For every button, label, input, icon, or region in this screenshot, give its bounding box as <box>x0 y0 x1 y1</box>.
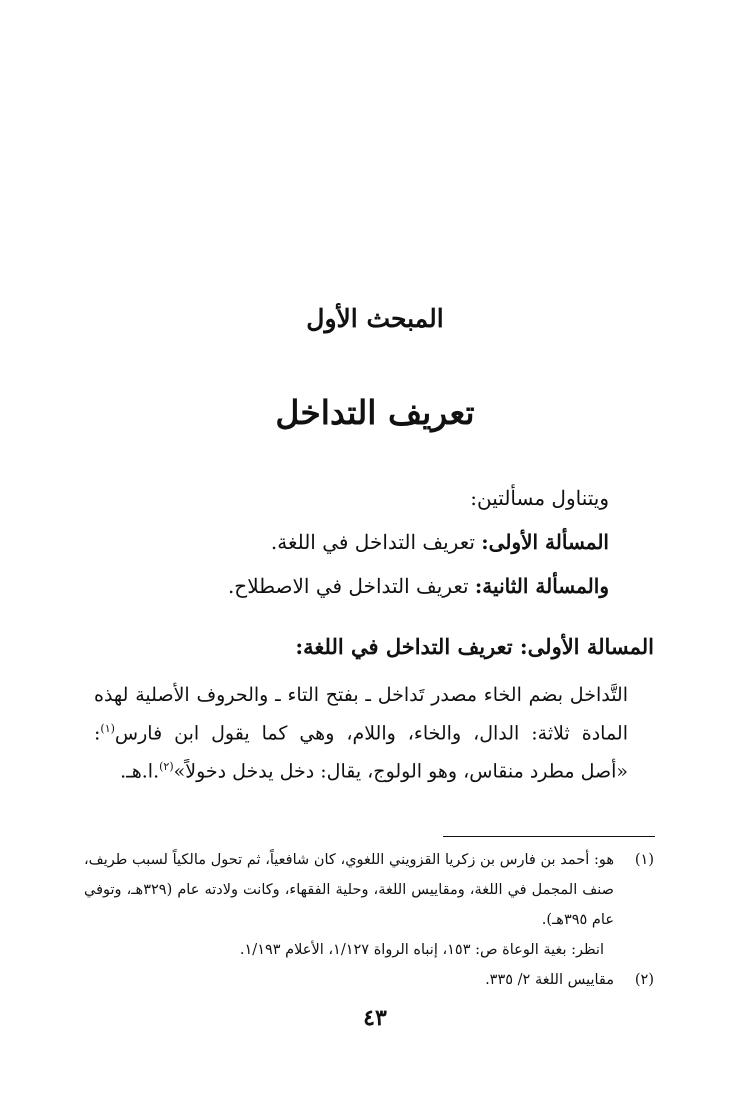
footnote-1-sources: انظر: بغية الوعاة ص: ١٥٣، إنباه الرواة ١/١٢٧، الأعلام ١/١٩٣. <box>239 942 604 958</box>
intro-block <box>109 480 609 612</box>
footnote-ref-2[interactable]: (٢) <box>159 760 174 774</box>
intro-issue-2 <box>109 568 609 612</box>
footnote-2-number: (٢) <box>634 972 654 988</box>
body-part-2: : «أصل مطرد منقاس، وهو الولوج، يقال: دخل يدخل دخولاً» <box>94 722 628 783</box>
body-part-3: .ا.هـ. <box>120 760 160 783</box>
chapter-title: تعريف التداخل <box>275 393 475 432</box>
issue-2-label: والمسألة الثانية: <box>474 574 609 598</box>
issue-1-label: المسألة الأولى: <box>481 530 609 554</box>
intro-lead: ويتناول مسألتين: <box>470 486 609 510</box>
footnote-ref-1[interactable]: (١) <box>100 722 115 735</box>
intro-issue-1 <box>109 524 609 568</box>
body-part-1: التَّداخل بضم الخاء مصدر تَداخل ـ بفتح التاء ـ والحروف الأصلية لهذه المادة ثلاثة: الدال، والخاء، واللام، وهي كما يقول ابن فارس <box>94 684 628 745</box>
footnote-1-text: هو: أحمد بن فارس بن زكريا القزويني اللغوي، كان شافعياً، ثم تحول مالكياً لسبب طريف، صنف المجمل في اللغة، ومقاييس اللغة، وحلية الفقهاء، وكانت ولادته عام (٣٢٩هـ، وتوفي عام ٣٩٥هـ). <box>84 852 614 928</box>
issue-1-heading: المسالة الأولى: تعريف التداخل في اللغة: <box>295 634 654 659</box>
footnotes <box>84 845 654 995</box>
page-number: ٤٣ <box>363 1005 387 1031</box>
footnote-2 <box>84 965 654 995</box>
body-paragraph <box>94 678 654 789</box>
footnote-1 <box>84 845 654 935</box>
section-title: المبحث الأول <box>306 304 444 333</box>
footnote-separator <box>443 836 655 837</box>
footnote-2-text: مقاييس اللغة ٢/ ٣٣٥. <box>485 972 614 988</box>
issue-1-text: تعريف التداخل في اللغة. <box>270 530 475 554</box>
issue-2-text: تعريف التداخل في الاصطلاح. <box>227 574 469 598</box>
footnote-1-number: (١) <box>634 852 654 868</box>
